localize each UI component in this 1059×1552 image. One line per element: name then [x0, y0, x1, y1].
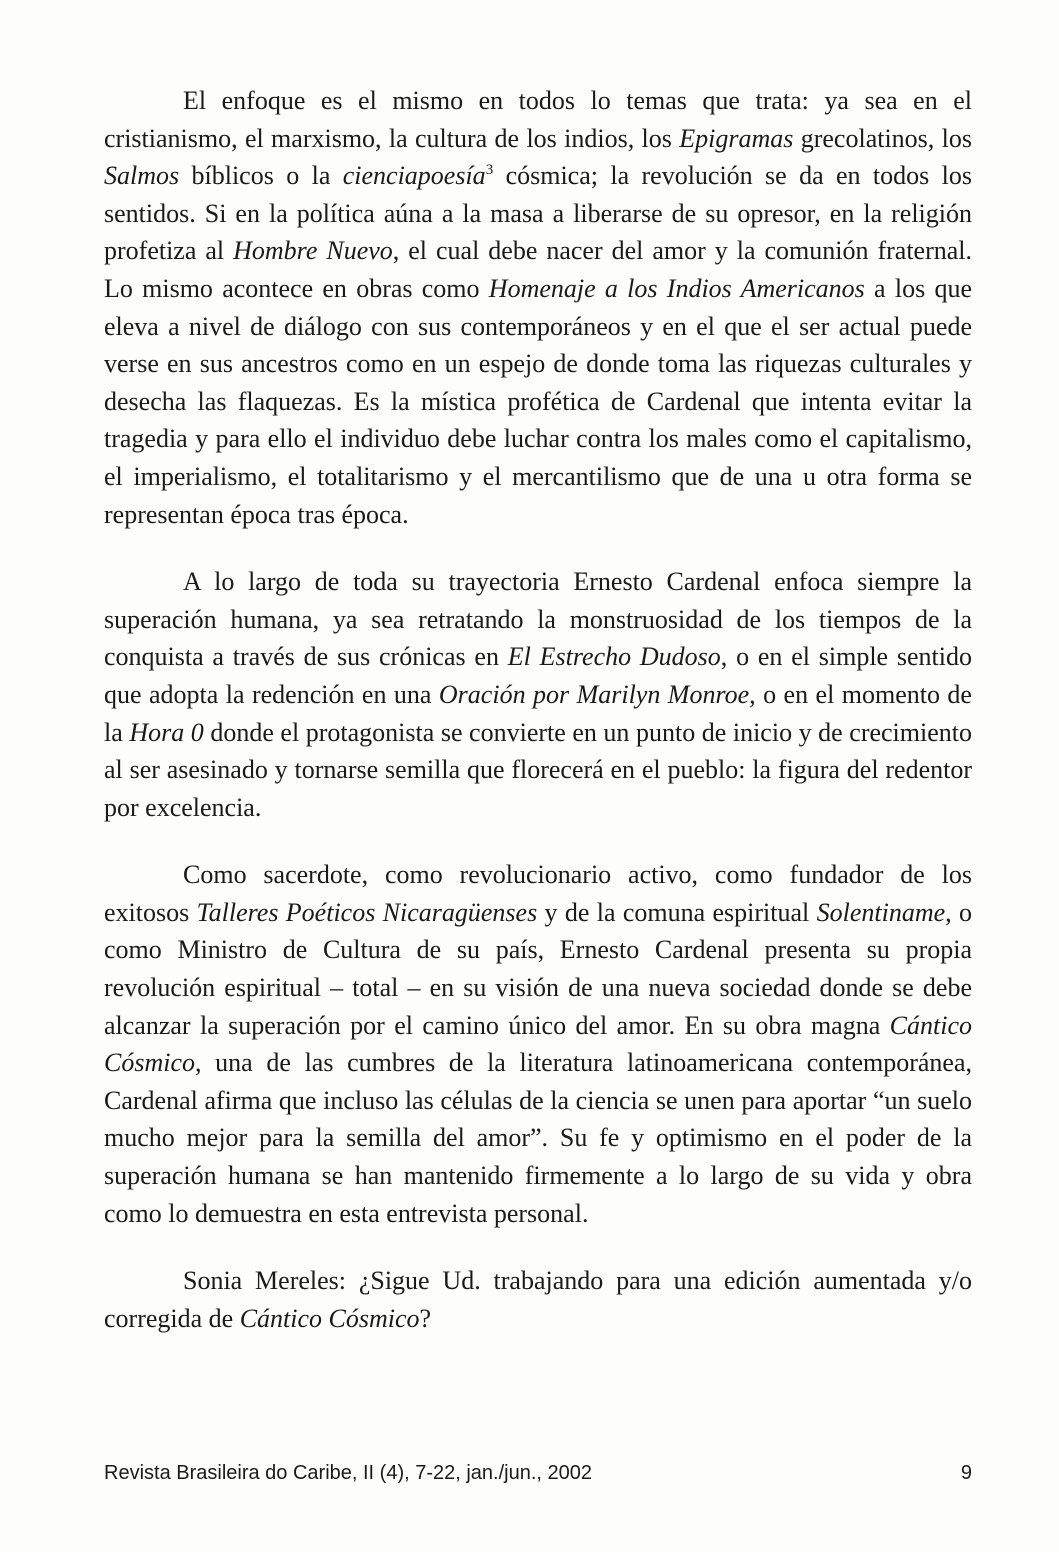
- italic-title: El Estrecho Dudoso: [507, 642, 721, 672]
- paragraph: [104, 82, 972, 533]
- text-run: grecolatinos, los: [793, 123, 972, 153]
- italic-title: Cántico Cósmico: [104, 1010, 972, 1078]
- text-run: Sonia Mereles: ¿Sigue Ud. trabajando para una edición aumentada y/o corregida de: [104, 1266, 972, 1333]
- text-run: , una de las cumbres de la literatura latinoamericana contemporánea, Cardenal afirma que incluso las células de la ciencia se unen para aportar “un suelo mucho mejor para la semilla del amor”. Su fe y optimismo en el poder de la superación humana se han mantenido firmemente a lo largo de su vida y obra como lo demuestra en esta entrevista personal.: [104, 1048, 972, 1228]
- text-run: bíblicos o la: [179, 161, 343, 191]
- journal-citation: Revista Brasileira do Caribe, II (4), 7-22, jan./jun., 2002: [104, 1462, 593, 1484]
- text-run: a los que eleva a nivel de diálogo con sus contemporáneos y en el que el ser actual puede verse en sus ancestros como en un espejo de donde toma las riquezas culturales y desecha las flaquezas. Es la mística profética de Cardenal que intenta evitar la tragedia y para ello el individuo debe luchar contra los males como el capitalismo, el imperialismo, el totalitarismo y el mercantilismo que de una u otra forma se representan época tras época.: [104, 273, 972, 529]
- text-run: , o como Ministro de Cultura de su país, Ernesto Cardenal presenta su propia revolución espiritual – total – en su visión de una nueva sociedad donde se debe alcanzar la superación por el camino único del amor. En su obra magna: [104, 897, 972, 1040]
- italic-title: cienciapoesía: [342, 161, 486, 191]
- text-run: ?: [419, 1303, 432, 1333]
- italic-title: Epigramas: [679, 123, 794, 153]
- paragraph: [104, 563, 972, 826]
- body-text: [104, 82, 972, 1337]
- paragraph: [104, 1262, 972, 1337]
- text-run: , o en el momento de la: [104, 679, 972, 747]
- italic-title: Hombre Nuevo: [233, 236, 393, 266]
- text-run: cósmica; la revolución se da en todos los sentidos. Si en la política aúna a la masa a liberarse de su opresor, en la religión profetiza al: [104, 161, 972, 266]
- text-run: El enfoque es el mismo en todos lo temas que trata: ya sea en el cristianismo, el marxismo, la cultura de los indios, los: [104, 86, 972, 153]
- italic-title: Talleres Poéticos Nicaragüenses: [196, 897, 538, 927]
- italic-title: Cántico Cósmico: [239, 1303, 420, 1333]
- italic-title: Homenaje a los Indios Americanos: [488, 273, 865, 303]
- text-run: Como sacerdote, como revolucionario activo, como fundador de los exitosos: [104, 860, 972, 927]
- text-run: donde el protagonista se convierte en un punto de inicio y de crecimiento al ser asesinado y tornarse semilla que florecerá en el pueblo: la figura del redentor por excelencia.: [104, 717, 972, 822]
- italic-title: Solentiname: [816, 897, 946, 927]
- text-run: , el cual debe nacer del amor y la comunión fraternal. Lo mismo acontece en obras como: [104, 236, 973, 303]
- footnote-ref: 3: [485, 162, 494, 179]
- italic-title: Oración por Marilyn Monroe: [438, 679, 750, 709]
- italic-title: Hora 0: [129, 717, 204, 747]
- text-run: A lo largo de toda su trayectoria Ernesto Cardenal enfoca siempre la superación humana, ya sea retratando la monstruosidad de los tiempos de la conquista a través de sus crónicas en: [104, 567, 972, 672]
- page-number: 9: [960, 1462, 972, 1484]
- text-run: y de la comuna espiritual: [537, 897, 817, 927]
- italic-title: Salmos: [104, 161, 180, 191]
- paragraph: [104, 856, 972, 1232]
- text-run: , o en el simple sentido que adopta la redención en una: [104, 642, 972, 709]
